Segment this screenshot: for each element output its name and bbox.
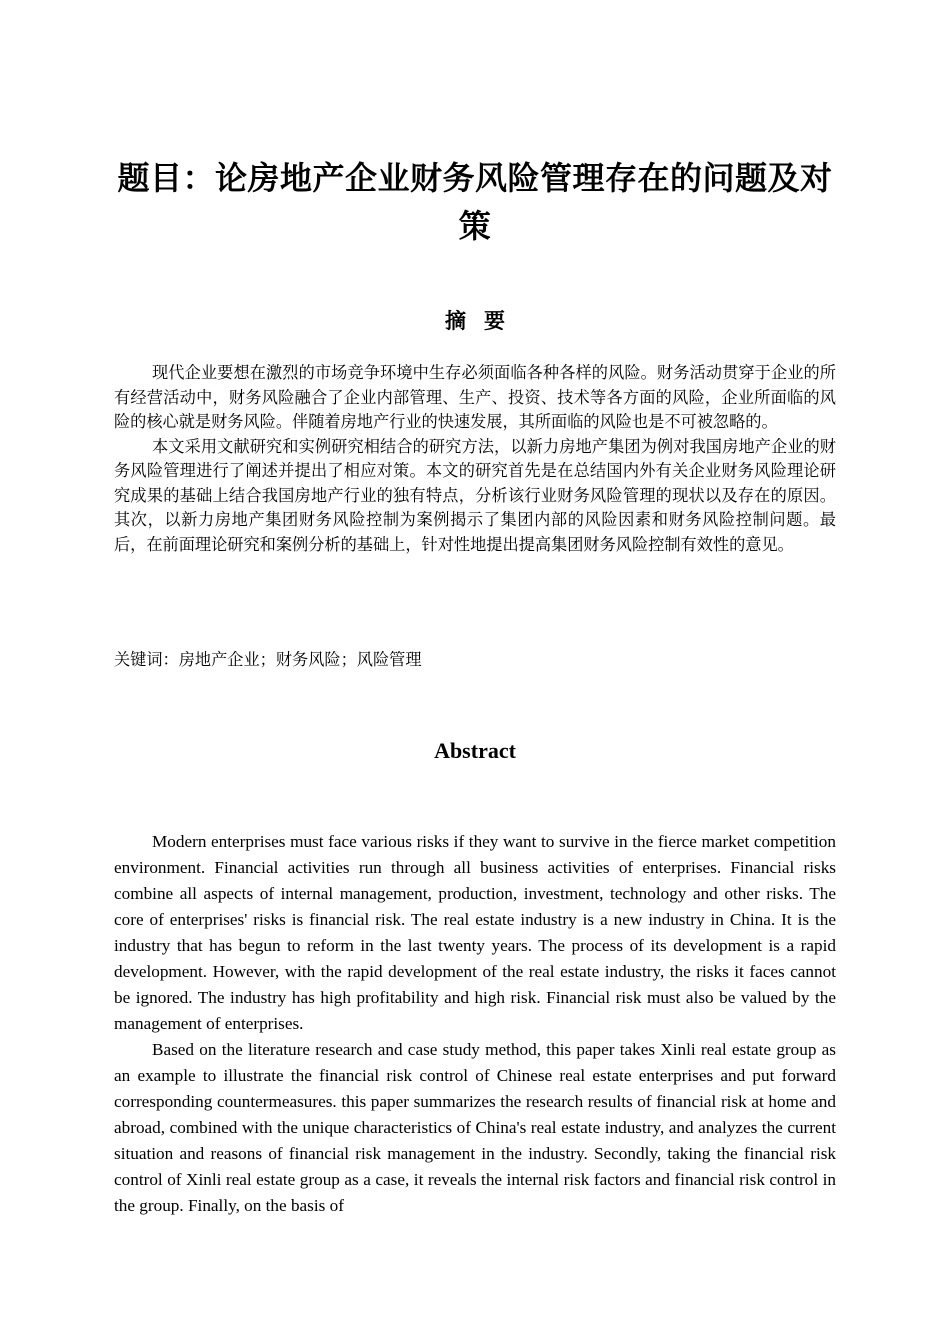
chinese-abstract-paragraph-2: 本文采用文献研究和实例研究相结合的研究方法，以新力房地产集团为例对我国房地产企业的财务风险管理进行了阐述并提出了相应对策。本文的研究首先是在总结国内外有关企业财务风险理论研究成果的基础上结合我国房地产行业的独有特点，分析该行业财务风险管理的现状以及存在的原因。其次，以新力房地产集团财务风险控制为案例揭示了集团内部的风险因素和财务风险控制问题。最后，在前面理论研究和案例分析的基础上，针对性地提出提高集团财务风险控制有效性的意见。: [114, 436, 836, 554]
keywords-label: 关键词：: [114, 650, 179, 669]
english-abstract-body: [114, 829, 836, 1219]
english-abstract-paragraph-1: Modern enterprises must face various risks if they want to survive in the fierce market competition environment. Financial activities run through all business activities of enterprises. Financial risks combine all aspects of internal management, production, investment, technology and other risks. The core of enterprises' risks is financial risk. The real estate industry is a new industry in China. It is the industry that has begun to reform in the last twenty years. The process of its development is a rapid development. However, with the rapid development of the real estate industry, the risks it faces cannot be ignored. The industry has high profitability and high risk. Financial risk must also be valued by the management of enterprises.: [114, 832, 836, 1033]
chinese-abstract-paragraph-1: 现代企业要想在激烈的市场竞争环境中生存必须面临各种各样的风险。财务活动贯穿于企业的所有经营活动中，财务风险融合了企业内部管理、生产、投资、技术等各方面的风险，企业所面临的风险的核心就是财务风险。伴随着房地产行业的快速发展，其所面临的风险也是不可被忽略的。: [114, 363, 836, 431]
english-abstract-paragraph-2: Based on the literature research and case study method, this paper takes Xinli real estate group as an example to illustrate the financial risk control of Chinese real estate enterprises and put forward corresponding countermeasures. this paper summarizes the research results of financial risk at home and abroad, combined with the unique characteristics of China's real estate industry, and analyzes the current situation and reasons of financial risk management in the industry. Secondly, taking the financial risk control of Xinli real estate group as a case, it reveals the internal risk factors and financial risk control in the group. Finally, on the basis of: [114, 1040, 836, 1215]
chinese-abstract-body: [114, 361, 836, 557]
document-title: 题目：论房地产企业财务风险管理存在的问题及对策: [117, 159, 833, 245]
document-page: [114, 0, 836, 1344]
english-abstract-heading: Abstract: [434, 738, 516, 763]
keywords-line: [114, 648, 836, 672]
chinese-abstract-heading: 摘要: [445, 309, 523, 333]
keywords-value: 房地产企业；财务风险；风险管理: [178, 650, 422, 669]
